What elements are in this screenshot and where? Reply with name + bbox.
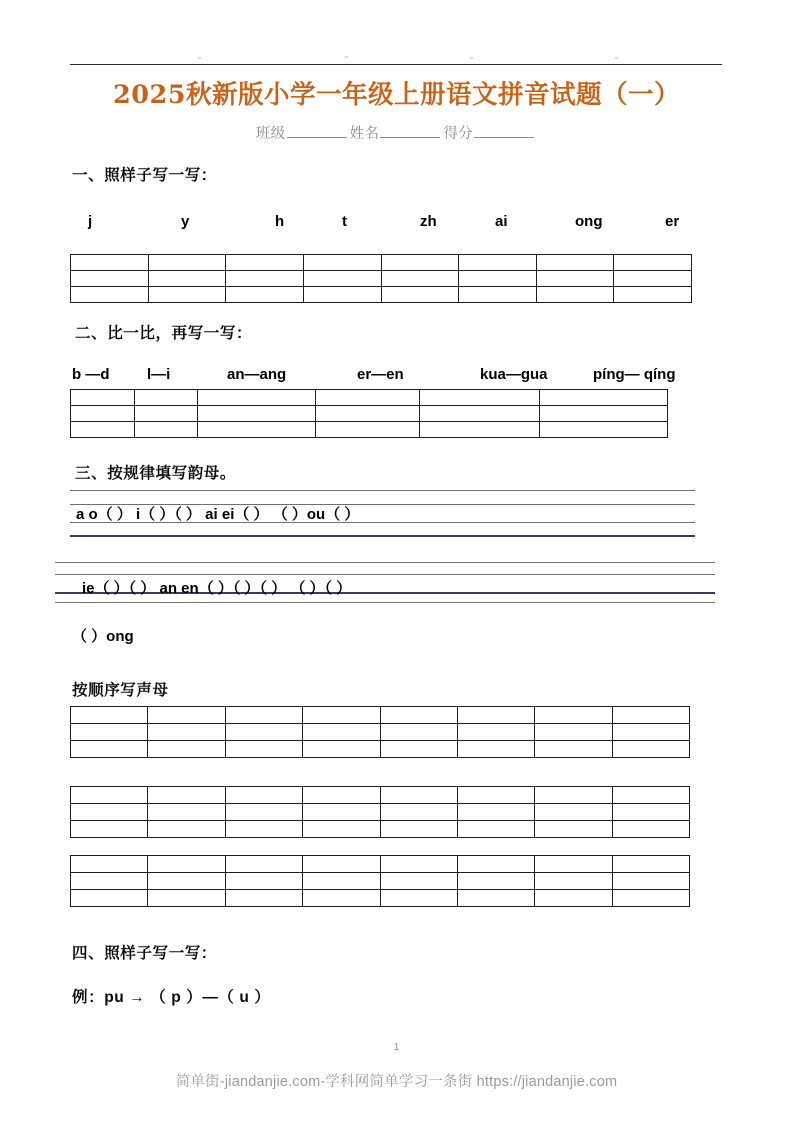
table-cell[interactable] <box>457 787 534 804</box>
table-cell[interactable] <box>457 873 534 890</box>
table-row <box>71 741 690 758</box>
section-3-heading: 三、按规律填写韵母。 <box>75 465 237 482</box>
table-cell[interactable] <box>459 287 537 303</box>
table-cell[interactable] <box>71 787 148 804</box>
section-2-practice-table[interactable] <box>70 389 668 438</box>
table-row <box>71 255 692 271</box>
table-cell[interactable] <box>303 707 380 724</box>
letter-zh: zh <box>420 213 437 230</box>
section-1-practice-table[interactable] <box>70 254 692 303</box>
table-cell[interactable] <box>225 724 302 741</box>
section-1-heading: 一、照样子写一写： <box>72 167 217 184</box>
table-cell[interactable] <box>225 856 302 873</box>
letter-h: h <box>275 213 285 230</box>
table-cell[interactable] <box>71 406 135 422</box>
table-cell[interactable] <box>380 890 457 907</box>
name-blank[interactable] <box>380 137 440 138</box>
table-cell[interactable] <box>612 890 689 907</box>
table-cell[interactable] <box>71 255 149 271</box>
table-cell[interactable] <box>225 804 302 821</box>
table-row <box>71 724 690 741</box>
table-cell[interactable] <box>315 390 420 406</box>
stave-2-line-top <box>55 562 715 563</box>
letter-t: t <box>342 213 347 230</box>
table-cell[interactable] <box>612 707 689 724</box>
pair-er-en: er—en <box>357 366 404 383</box>
table-cell[interactable] <box>198 390 315 406</box>
table-cell[interactable] <box>134 422 198 438</box>
table-cell[interactable] <box>225 821 302 838</box>
table-cell[interactable] <box>71 804 148 821</box>
table-cell[interactable] <box>148 873 225 890</box>
table-cell[interactable] <box>612 741 689 758</box>
table-cell[interactable] <box>459 255 537 271</box>
table-cell[interactable] <box>535 804 612 821</box>
table-row <box>71 390 668 406</box>
table-row <box>71 890 690 907</box>
pinyin-extra-line[interactable]: （ ）ong <box>72 628 134 645</box>
table-cell[interactable] <box>380 707 457 724</box>
table-cell[interactable] <box>71 724 148 741</box>
table-cell[interactable] <box>614 271 692 287</box>
table-row <box>71 406 668 422</box>
table-cell[interactable] <box>225 890 302 907</box>
table-cell[interactable] <box>315 422 420 438</box>
stave-1-line-bottom <box>70 535 695 537</box>
table-cell[interactable] <box>380 804 457 821</box>
table-cell[interactable] <box>71 821 148 838</box>
table-cell[interactable] <box>539 422 667 438</box>
table-cell[interactable] <box>71 873 148 890</box>
table-cell[interactable] <box>134 390 198 406</box>
table-cell[interactable] <box>535 724 612 741</box>
table-cell[interactable] <box>71 422 135 438</box>
table-cell[interactable] <box>148 271 226 287</box>
table-cell[interactable] <box>614 287 692 303</box>
table-cell[interactable] <box>303 255 381 271</box>
table-cell[interactable] <box>457 804 534 821</box>
section-1-letters <box>88 213 708 230</box>
table-cell[interactable] <box>198 422 315 438</box>
table-cell[interactable] <box>457 741 534 758</box>
table-cell[interactable] <box>536 255 614 271</box>
table-cell[interactable] <box>539 406 667 422</box>
section-2-pairs <box>72 366 712 383</box>
table-cell[interactable] <box>148 787 225 804</box>
table-cell[interactable] <box>614 255 692 271</box>
table-cell[interactable] <box>457 707 534 724</box>
class-blank[interactable] <box>287 137 347 138</box>
page-title: 2025秋新版小学一年级上册语文拼音试题（一） <box>113 80 680 110</box>
table-cell[interactable] <box>380 724 457 741</box>
table-cell[interactable] <box>612 821 689 838</box>
letter-er: er <box>665 213 680 230</box>
initials-table-2[interactable] <box>70 786 690 838</box>
table-cell[interactable] <box>148 856 225 873</box>
table-cell[interactable] <box>381 287 459 303</box>
table-cell[interactable] <box>535 741 612 758</box>
section-4-example: 例：pu → （ p ）—（ u ） <box>72 989 271 1006</box>
table-cell[interactable] <box>535 787 612 804</box>
table-cell[interactable] <box>303 271 381 287</box>
letter-j: j <box>88 213 93 230</box>
stave-1-line-top <box>70 490 695 491</box>
pair-kua-gua: kua—gua <box>480 366 548 383</box>
section-3-subheading: 按顺序写声母 <box>72 682 169 699</box>
table-cell[interactable] <box>536 287 614 303</box>
table-cell[interactable] <box>148 287 226 303</box>
table-cell[interactable] <box>303 724 380 741</box>
table-cell[interactable] <box>420 422 540 438</box>
table-cell[interactable] <box>226 255 304 271</box>
table-cell[interactable] <box>148 724 225 741</box>
initials-table-1[interactable] <box>70 706 690 758</box>
pair-an-ang: an—ang <box>227 366 287 383</box>
table-cell[interactable] <box>535 821 612 838</box>
table-cell[interactable] <box>71 856 148 873</box>
table-row <box>71 856 690 873</box>
header-divider <box>70 64 722 65</box>
table-row <box>71 707 690 724</box>
table-cell[interactable] <box>148 741 225 758</box>
table-cell[interactable] <box>303 804 380 821</box>
stave-2-line-upper-mid <box>55 574 715 575</box>
table-cell[interactable] <box>303 856 380 873</box>
table-cell[interactable] <box>148 707 225 724</box>
table-cell[interactable] <box>612 804 689 821</box>
page-number: 1 <box>393 1042 400 1053</box>
table-row <box>71 287 692 303</box>
letter-y: y <box>181 213 190 230</box>
table-cell[interactable] <box>380 821 457 838</box>
table-cell[interactable] <box>225 741 302 758</box>
table-cell[interactable] <box>71 707 148 724</box>
table-cell[interactable] <box>303 821 380 838</box>
table-cell[interactable] <box>303 890 380 907</box>
table-cell[interactable] <box>226 287 304 303</box>
table-cell[interactable] <box>71 890 148 907</box>
table-cell[interactable] <box>380 787 457 804</box>
table-cell[interactable] <box>536 271 614 287</box>
student-info-line <box>0 122 793 143</box>
letter-ai: ai <box>495 213 508 230</box>
table-cell[interactable] <box>226 271 304 287</box>
table-row <box>71 422 668 438</box>
table-cell[interactable] <box>612 724 689 741</box>
table-cell[interactable] <box>457 821 534 838</box>
table-cell[interactable] <box>612 787 689 804</box>
table-cell[interactable] <box>535 856 612 873</box>
table-cell[interactable] <box>380 873 457 890</box>
table-cell[interactable] <box>148 804 225 821</box>
table-cell[interactable] <box>148 255 226 271</box>
table-cell[interactable] <box>225 787 302 804</box>
pair-b-d: b —d <box>72 366 110 383</box>
table-cell[interactable] <box>535 873 612 890</box>
score-label: 得分 <box>443 126 474 142</box>
table-row <box>71 873 690 890</box>
pair-l-i: l—i <box>147 366 171 383</box>
table-cell[interactable] <box>148 890 225 907</box>
table-cell[interactable] <box>71 390 135 406</box>
name-label: 姓名 <box>349 126 380 142</box>
table-cell[interactable] <box>420 390 540 406</box>
table-cell[interactable] <box>457 856 534 873</box>
table-row <box>71 821 690 838</box>
table-cell[interactable] <box>420 406 540 422</box>
table-cell[interactable] <box>457 890 534 907</box>
stave-2-line-bottom <box>55 602 715 603</box>
table-cell[interactable] <box>71 271 149 287</box>
class-label: 班级 <box>255 126 286 142</box>
table-cell[interactable] <box>303 287 381 303</box>
table-row <box>71 787 690 804</box>
pair-ping-qing: píng— qíng <box>593 366 676 383</box>
section-4-heading: 四、照样子写一写： <box>72 945 217 962</box>
score-blank[interactable] <box>474 137 534 138</box>
scan-artifacts <box>70 53 722 63</box>
table-cell[interactable] <box>381 271 459 287</box>
table-cell[interactable] <box>612 856 689 873</box>
table-cell[interactable] <box>535 890 612 907</box>
table-cell[interactable] <box>225 873 302 890</box>
pinyin-stave-1-text[interactable]: a o（ ） i（ ）（ ） ai ei（ ） （ ）ou（ ） <box>76 506 360 523</box>
table-cell[interactable] <box>71 287 149 303</box>
table-cell[interactable] <box>71 741 148 758</box>
letter-ong: ong <box>575 213 603 230</box>
table-row <box>71 271 692 287</box>
table-cell[interactable] <box>380 741 457 758</box>
table-row <box>71 804 690 821</box>
table-cell[interactable] <box>303 873 380 890</box>
table-cell[interactable] <box>535 707 612 724</box>
watermark-text: 简单街-jiandanjie.com-学科网简单学习一条街 https://jiandanjie.com <box>175 1074 618 1090</box>
table-cell[interactable] <box>198 406 315 422</box>
table-cell[interactable] <box>315 406 420 422</box>
table-cell[interactable] <box>303 741 380 758</box>
table-cell[interactable] <box>381 255 459 271</box>
table-cell[interactable] <box>225 707 302 724</box>
table-cell[interactable] <box>612 873 689 890</box>
section-2-heading: 二、比一比，再写一写： <box>75 325 253 342</box>
initials-table-3[interactable] <box>70 855 690 907</box>
table-cell[interactable] <box>459 271 537 287</box>
table-cell[interactable] <box>539 390 667 406</box>
table-cell[interactable] <box>303 787 380 804</box>
table-cell[interactable] <box>134 406 198 422</box>
table-cell[interactable] <box>457 724 534 741</box>
table-cell[interactable] <box>148 821 225 838</box>
table-cell[interactable] <box>380 856 457 873</box>
pinyin-stave-2-text[interactable]: ie（ ）（ ） an en（ ）（ ）（ ） （ ）（ ） <box>82 580 352 597</box>
